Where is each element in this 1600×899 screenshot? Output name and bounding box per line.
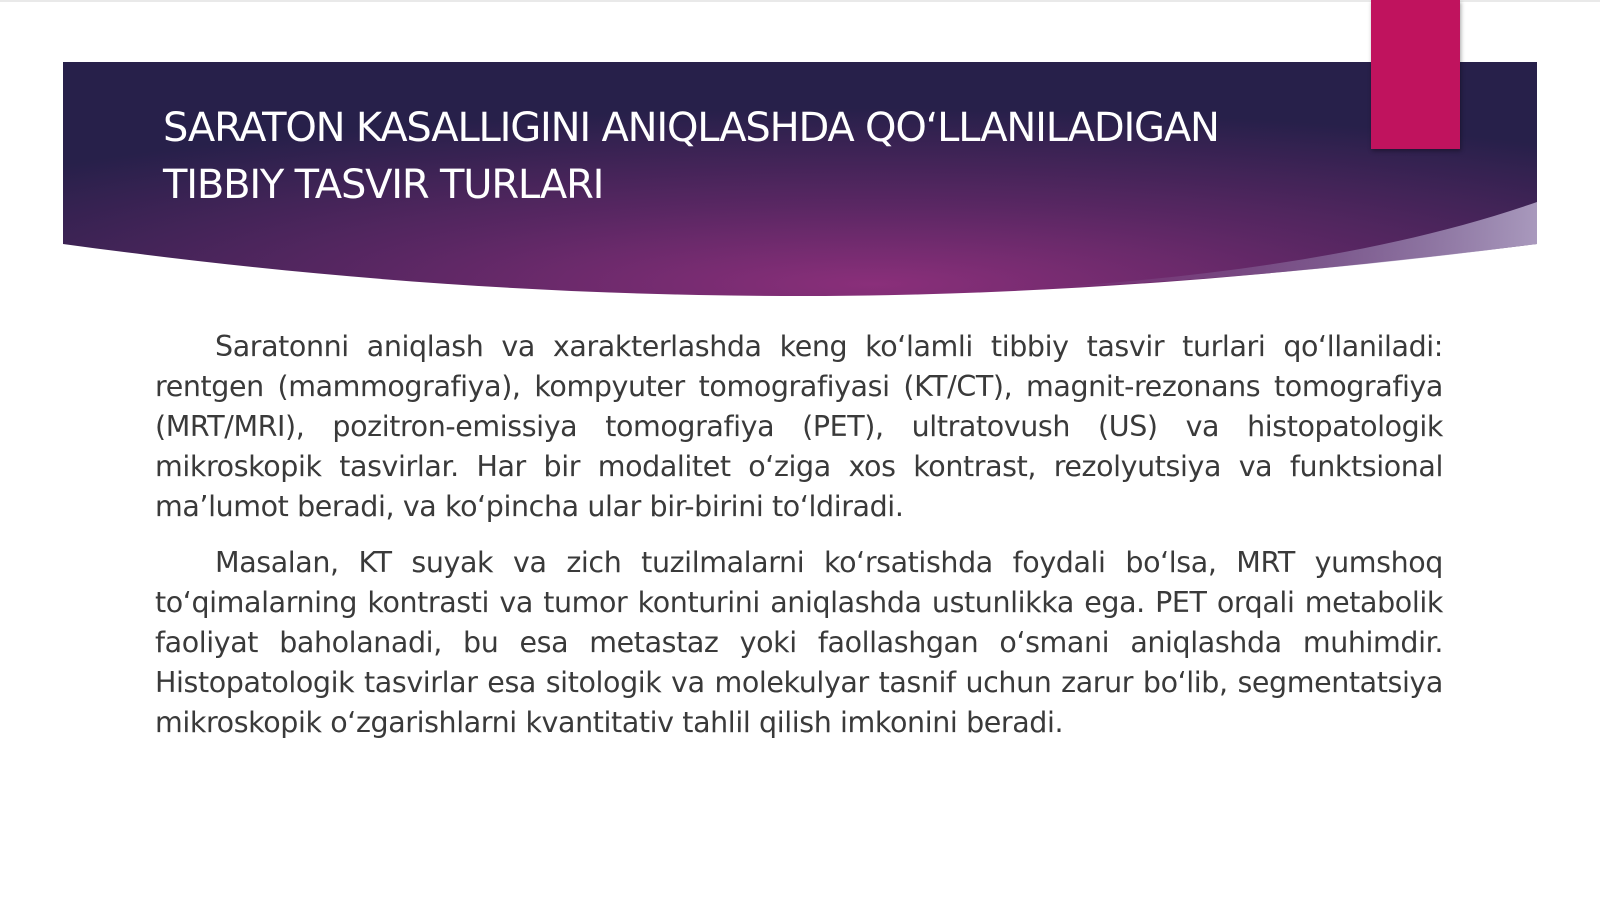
slide-title: [163, 100, 1413, 214]
slide-title-line-2: TIBBIY TASVIR TURLARI: [163, 162, 604, 208]
slide-body: [155, 327, 1443, 759]
body-paragraph-2: Masalan, KT suyak va zich tuzilmalarni ko‘rsatishda foydali bo‘lsa, MRT yumshoq to‘qimalarning kontrasti va tumor konturini aniqlashda ustunlikka ega. PET orqali metabolik faoliyat baholanadi, bu esa metastaz yoki faollashgan o‘smani aniqlashda muhimdir. Histopatologik tasvirlar esa sitologik va molekulyar tasnif uchun zarur bo‘lib, segmentatsiya mikroskopik o‘zgarishlarni kvantitativ tahlil qilish imkonini beradi.: [155, 546, 1443, 739]
body-paragraph-1: Saratonni aniqlash va xarakterlashda keng ko‘lamli tibbiy tasvir turlari qo‘llaniladi: rentgen (mammografiya), kompyuter tomografiyasi (KT/CT), magnit-rezonans tomografiya (MRT/MRI), pozitron-emissiya tomografiya (PET), ultratovush (US) va histopatologik mikroskopik tasvirlar. Har bir modalitet o‘ziga xos kontrast, rezolyutsiya va funktsional ma’lumot beradi, va ko‘pincha ular bir-birini to‘ldiradi.: [155, 330, 1443, 523]
top-divider: [0, 0, 1600, 2]
slide-title-line-1: SARATON KASALLIGINI ANIQLASHDA QO‘LLANILADIGAN: [163, 105, 1219, 151]
